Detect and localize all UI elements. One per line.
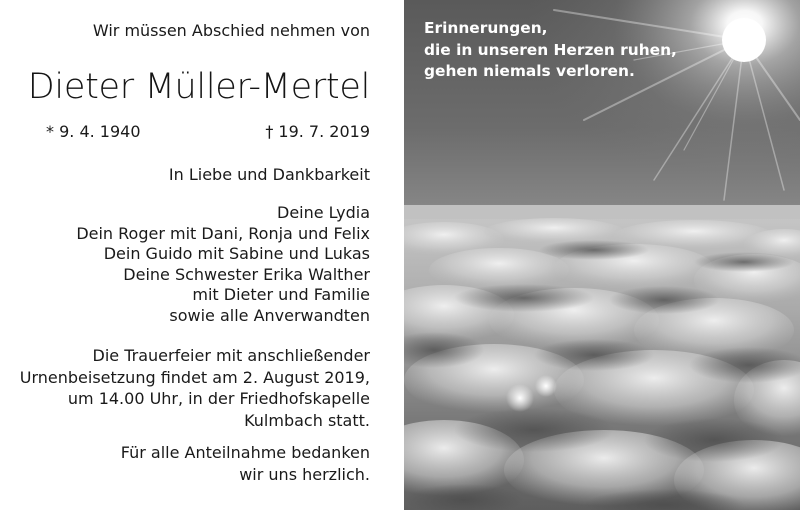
clouds-sun-photo [404, 0, 800, 510]
funeral-line: um 14.00 Uhr, in der Friedhofskapelle [67, 389, 370, 409]
death-date: † 19. 7. 2019 [265, 122, 370, 141]
mourner-line: mit Dieter und Familie [192, 285, 370, 305]
closing-line: wir uns herzlich. [239, 465, 370, 484]
funeral-line: Kulmbach statt. [244, 410, 370, 430]
mourner-line: Deine Schwester Erika Walther [123, 264, 370, 284]
funeral-line: Die Trauerfeier mit anschließender [92, 346, 370, 365]
quote-line: Erinnerungen, [424, 19, 548, 37]
memorial-quote [424, 18, 677, 83]
quote-line: die in unseren Herzen ruhen, [424, 40, 677, 59]
thanks-line: In Liebe und Dankbarkeit [168, 165, 370, 184]
funeral-line: Urnenbeisetzung findet am 2. August 2019, [19, 367, 370, 387]
mourner-line: sowie alle Anverwandten [169, 305, 370, 325]
closing-thanks [121, 442, 370, 486]
mourners-list [76, 203, 370, 327]
intro-line: Wir müssen Abschied nehmen von [92, 21, 370, 40]
closing-line: Für alle Anteilnahme bedanken [120, 443, 370, 462]
mourner-line: Deine Lydia [277, 203, 370, 222]
birth-date: * 9. 4. 1940 [46, 122, 141, 141]
mourner-line: Dein Roger mit Dani, Ronja und Felix [76, 223, 370, 243]
funeral-details [20, 345, 370, 431]
deceased-name: Dieter Müller-Mertel [27, 67, 370, 107]
mourner-line: Dein Guido mit Sabine und Lukas [103, 244, 370, 264]
quote-line: gehen niemals verloren. [424, 62, 635, 80]
